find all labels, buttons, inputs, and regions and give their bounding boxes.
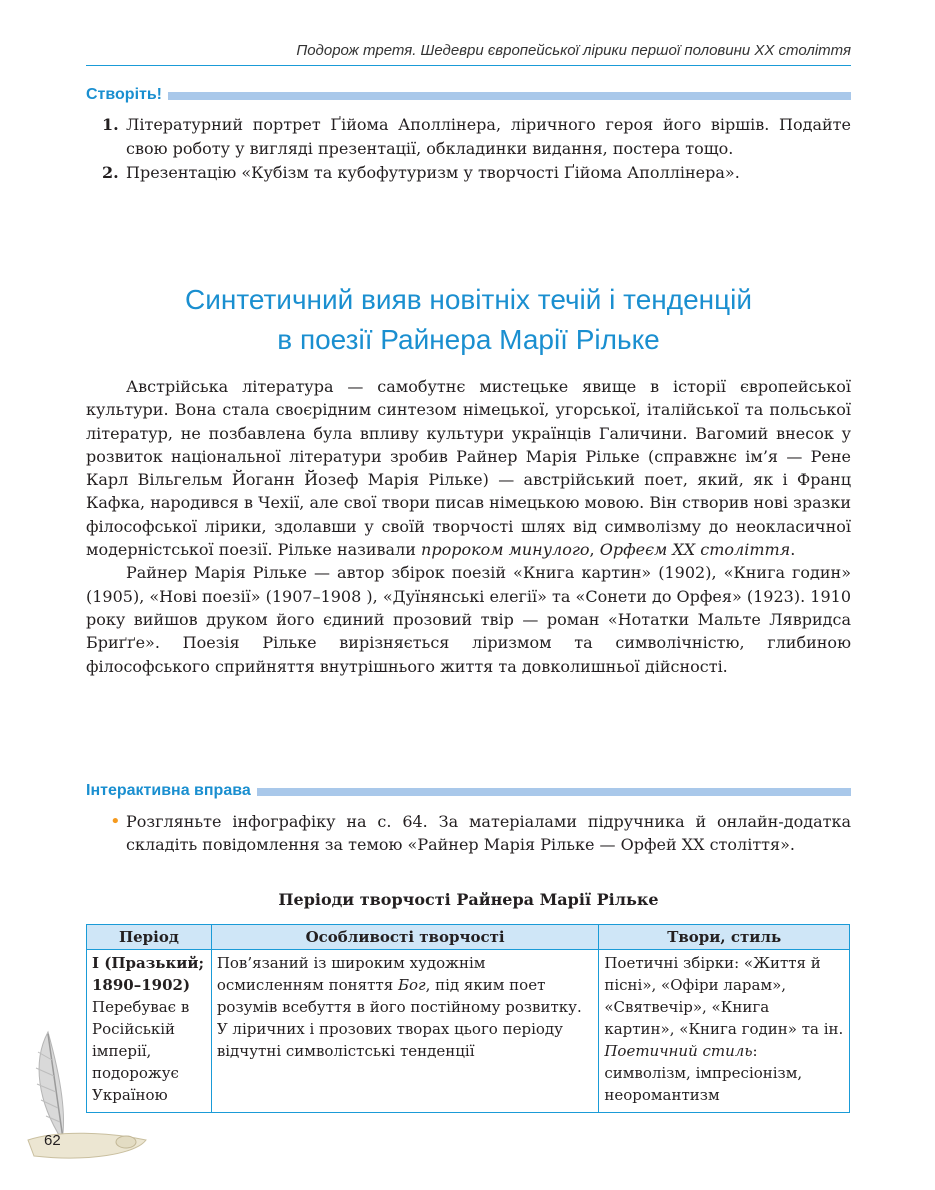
table-caption: Періоди творчості Райнера Марії Рільке: [278, 890, 659, 909]
item-number: 1.: [102, 115, 119, 134]
works-cell: [599, 950, 850, 1113]
table-header-row: [87, 925, 850, 950]
list-item: [86, 161, 851, 185]
section-title: [86, 280, 851, 360]
column-header: Твори, стиль: [599, 925, 850, 950]
title-line: Синтетичний вияв новітніх течій і тенденцій: [185, 284, 752, 315]
section-bar: [257, 788, 851, 796]
bullet-dot-icon: •: [110, 811, 121, 832]
paragraph-text: Австрійська література — самобутнє мистецьке явище в історії європейської культури. Вона стала своєрідним синтезом німецької, угорської, італійської та польської літератур, не позбавлена була впливу культури українців Галичини. Вагомий внесок у розвиток національної літератури зробив Райнер Марія Рільке (справжнє ім’я — Рене Карл Вільгельм Йоганн Йозеф Марія Рільке) — австрійський поет, який, як і Франц Кафка, народився в Чехії, але свої твори писав німецькою мовою. Він створив нові зразки філософської лірики, здолавши у своїй творчості шлях від символізму до неокласичної модерністської поезії. Рільке називали: [86, 377, 851, 560]
periods-table: [86, 924, 850, 1113]
header-rule: [86, 65, 851, 66]
create-task-list: [86, 113, 851, 185]
works-style: : символізм, імпресіонізм, неоромантизм: [604, 1042, 803, 1104]
interactive-section-label: Інтерактивна вправа: [86, 782, 251, 799]
paragraph: Райнер Марія Рільке — автор збірок поезій «Книга картин» (1902), «Книга годин» (1905), «Нові поезії» (1907–1908 ), «Дуїнянські елегії» та «Сонети до Орфея» (1923). 1910 року вийшов друком його єдиний прозовий твір — роман «Нотатки Мальте Лявридса Бриґґе». Поезія Рільке вирізняється ліризмом та символічністю, глибиною філософського сприйняття внутрішнього життя та довколишньої дійсності.: [86, 563, 851, 676]
item-text: Літературний портрет Ґійома Аполлінера, ліричного героя його віршів. Подайте свою роботу у вигляді презентації, обкладинки видання, постера тощо.: [126, 115, 851, 158]
paragraph: Австрійська література — самобутнє мистецьке явище в історії європейської культури. Вона стала своєрідним синтезом німецької, угорської, італійської та польської літератур, не позбавлена була впливу культури українців Галичини. Вагомий внесок у розвиток національної літератури зробив Райнер Марія Рільке (справжнє ім’я — Рене Карл Вільгельм Йоганн Йозеф Марія Рільке) — австрійський поет, який, як і Франц Кафка, народився в Чехії, але свої твори писав німецькою мовою. Він створив нові зразки філософської лірики, здолавши у своїй творчості шлях від символізму до неокласичної модерністської поезії. Рільке називали пророком минулого, Орфеєм XX століття.: [86, 377, 851, 560]
item-number: 2.: [102, 163, 119, 182]
italic-phrase: Орфеєм XX століття: [599, 540, 791, 560]
interactive-section-heading: [86, 782, 851, 800]
column-header: Період: [87, 925, 212, 950]
italic-phrase: пророком минулого: [421, 540, 590, 560]
period-description: Перебуває в Російській імперії, подорожує Україною: [92, 998, 190, 1104]
create-section-heading: [86, 86, 851, 104]
page-number: 62: [44, 1132, 61, 1149]
quill-scroll-icon: [18, 1022, 168, 1172]
running-head: Подорож третя. Шедеври європейської лірики першої половини XX століття: [296, 42, 851, 59]
works-list: Поетичні збірки: «Життя й пісні», «Офіри ларам», «Святвечір», «Книга картин», «Книга годин» та ін.: [604, 954, 844, 1038]
create-section-label: Створіть!: [86, 86, 163, 103]
bullet-text: Розгляньте інфографіку на с. 64. За матеріалами підручника й онлайн-додатка складіть повідомлення за темою «Райнер Марія Рільке — Орфей XX століття».: [126, 812, 851, 855]
italic-term: Бог: [397, 976, 426, 994]
period-name: І (Празький; 1890–1902): [92, 954, 205, 994]
title-line: в поезії Райнера Марії Рільке: [277, 324, 660, 355]
list-item: [86, 113, 851, 161]
column-header: Особливості творчості: [211, 925, 599, 950]
features-cell: Пов’язаний із широким художнім осмисленням поняття Бог, під яким поет розумів всебуття в його постійному розвитку. У ліричних і прозових творах цього періоду відчутні символістські тенденції: [211, 950, 599, 1113]
bullet-item: [86, 810, 851, 857]
section-bar: [168, 92, 851, 100]
body-text: [86, 375, 851, 678]
table-row: [87, 950, 850, 1113]
italic-term: Поетичний стиль: [604, 1042, 753, 1060]
item-text: Презентацію «Кубізм та кубофутуризм у творчості Ґійома Аполлінера».: [126, 163, 740, 182]
